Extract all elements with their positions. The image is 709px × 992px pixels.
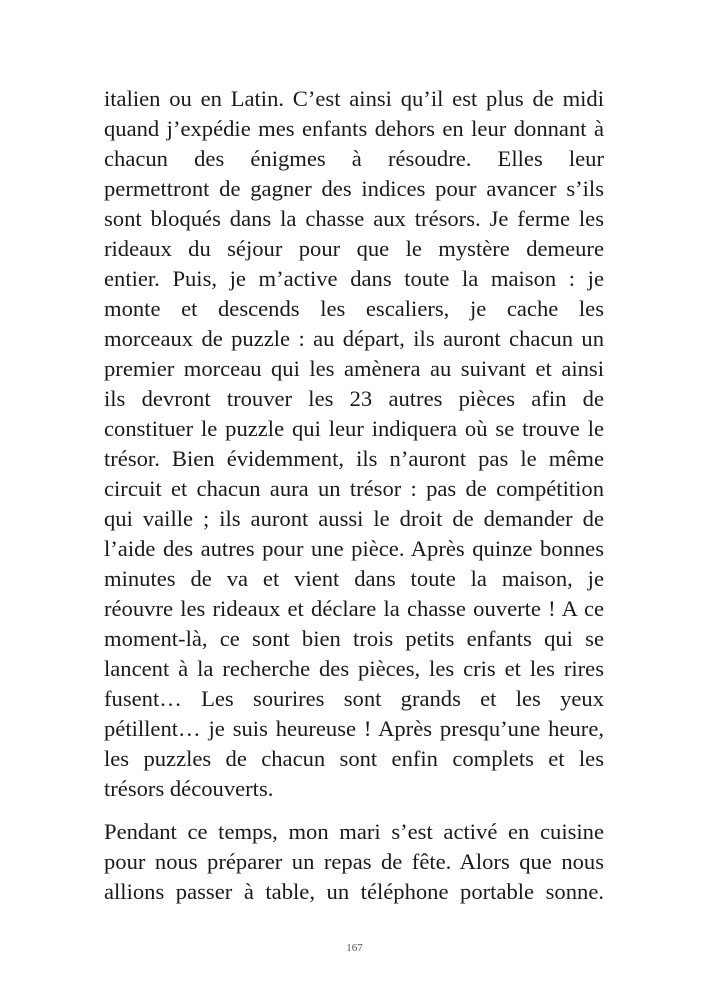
- text-line: circuit et chacun aura un trésor : pas de compétition: [104, 476, 604, 501]
- paragraph-1: [104, 84, 604, 804]
- text-line: quand j’expédie mes enfants dehors en leur donnant à: [104, 116, 604, 141]
- text-line: sont bloqués dans la chasse aux trésors. Je ferme les: [104, 206, 604, 231]
- text-line: pour nous préparer un repas de fête. Alors que nous: [104, 849, 604, 874]
- text-line: morceaux de puzzle : au départ, ils auront chacun un: [104, 326, 604, 351]
- text-line: premier morceau qui les amènera au suivant et ainsi: [104, 356, 604, 381]
- text-line: entier. Puis, je m’active dans toute la maison : je: [104, 266, 604, 291]
- text-line: permettront de gagner des indices pour avancer s’ils: [104, 176, 604, 201]
- text-line: ils devront trouver les 23 autres pièces afin de: [104, 386, 604, 411]
- text-line: Pendant ce temps, mon mari s’est activé en cuisine: [104, 819, 604, 844]
- paragraph-2: [104, 817, 604, 907]
- text-line: monte et descends les escaliers, je cache les: [104, 296, 604, 321]
- text-line: rideaux du séjour pour que le mystère demeure: [104, 236, 604, 261]
- page-number: 167: [346, 942, 363, 954]
- text-line: chacun des énigmes à résoudre. Elles leur: [104, 146, 604, 171]
- text-line: trésors découverts.: [104, 776, 274, 801]
- text-line: constituer le puzzle qui leur indiquera où se trouve le: [104, 416, 604, 441]
- text-line: moment-là, ce sont bien trois petits enfants qui se: [104, 626, 604, 651]
- text-line: les puzzles de chacun sont enfin complets et les: [104, 746, 604, 771]
- text-line: allions passer à table, un téléphone portable sonne.: [104, 879, 604, 904]
- text-line: réouvre les rideaux et déclare la chasse ouverte ! A ce: [104, 596, 604, 621]
- text-line: l’aide des autres pour une pièce. Après quinze bonnes: [104, 536, 604, 561]
- text-line: fusent… Les sourires sont grands et les yeux: [104, 686, 604, 711]
- text-line: qui vaille ; ils auront aussi le droit de demander de: [104, 506, 604, 531]
- text-line: pétillent… je suis heureuse ! Après presqu’une heure,: [104, 716, 604, 741]
- text-line: minutes de va et vient dans toute la maison, je: [104, 566, 604, 591]
- text-line: lancent à la recherche des pièces, les cris et les rires: [104, 656, 604, 681]
- text-line: italien ou en Latin. C’est ainsi qu’il est plus de midi: [104, 86, 604, 111]
- text-line: trésor. Bien évidemment, ils n’auront pas le même: [104, 446, 604, 471]
